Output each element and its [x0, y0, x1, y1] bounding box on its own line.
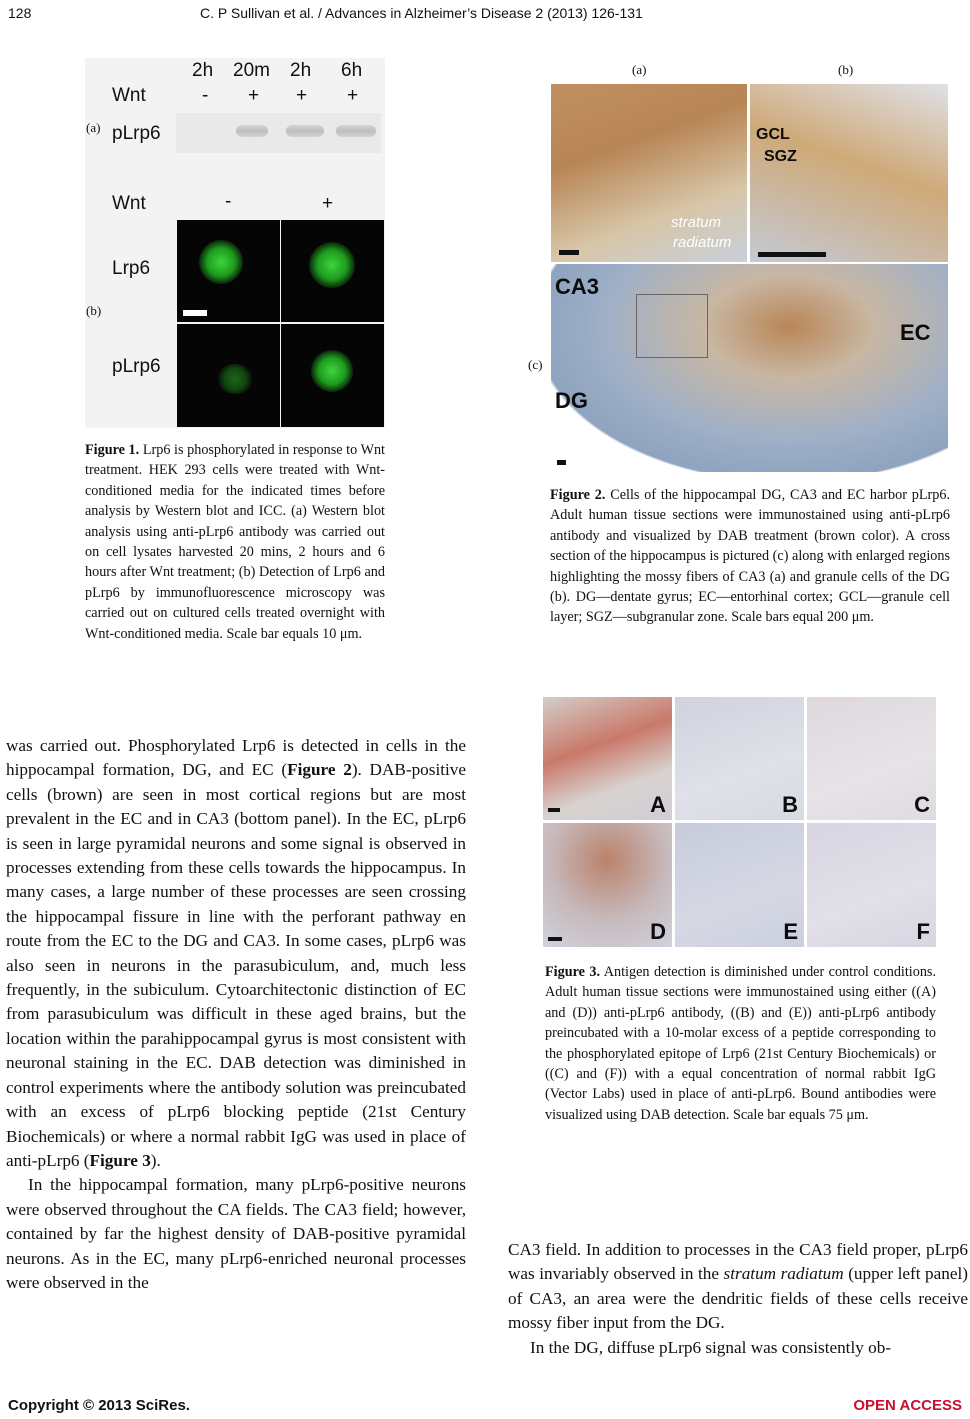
dg-label: DG: [555, 388, 588, 413]
open-access-link[interactable]: OPEN ACCESS: [853, 1397, 962, 1414]
panel-e: [675, 823, 804, 947]
panel-letter: A: [650, 792, 666, 817]
figure-2-caption: [550, 485, 950, 628]
panel-c: [807, 697, 936, 820]
time-label: 2h: [192, 60, 214, 81]
paragraph: [6, 734, 466, 1173]
micrograph-plrp6-minus: [177, 324, 280, 427]
time-label: 20m: [233, 60, 270, 81]
wnt-label-b: Wnt: [112, 193, 146, 214]
gcl-label: GCL: [756, 126, 790, 143]
scale-bar: [557, 460, 566, 465]
wnt-sign: +: [248, 85, 260, 106]
fluorescent-cell: [217, 364, 253, 394]
caption-label: Figure 1.: [85, 442, 140, 458]
copyright: Copyright © 2013 SciRes.: [8, 1397, 190, 1414]
micrograph-dg-granule-cells: [750, 84, 948, 262]
blot-band: [336, 125, 376, 137]
panel-letter: C: [914, 792, 930, 817]
left-column-text: [6, 734, 466, 1295]
plrp6-label: pLrp6: [112, 123, 161, 144]
micrograph-plrp6-plus: [281, 324, 384, 427]
inset-box: [636, 294, 708, 358]
panel-a: [543, 697, 672, 820]
ec-label: EC: [900, 320, 931, 345]
fluorescent-cell: [199, 240, 243, 284]
ca3-label: CA3: [555, 274, 600, 299]
scale-bar: [548, 808, 560, 812]
text-run: ).: [150, 1150, 161, 1170]
radiatum-label: radiatum: [673, 234, 732, 251]
panel-b: [675, 697, 804, 820]
micrograph-ca3-mossy-fibers: [551, 84, 747, 262]
micrograph-lrp6-minus: [177, 220, 280, 322]
time-label: 2h: [290, 60, 312, 81]
figure-1-image: [85, 58, 385, 428]
western-blot: [176, 113, 381, 153]
fluorescent-cell: [311, 350, 353, 392]
wnt-sign: +: [296, 85, 308, 106]
figure-3-caption: [545, 962, 936, 1125]
wnt-sign-b: +: [322, 193, 334, 214]
panel-tag-b: (b): [86, 303, 102, 318]
row-label-lrp6: Lrp6: [112, 258, 151, 279]
panel-tag-a: (a): [86, 120, 101, 135]
caption-label: Figure 2.: [550, 487, 606, 503]
page-number: 128: [8, 5, 32, 21]
caption-text: Antigen detection is diminished under control conditions. Adult human tissue sections were immunostained using either ((A) and (D)) anti-pLrp6 antibody, ((B) and (E)) anti-pLrp6 antibody preincubated with a 10-molar excess of a peptide corresponding to the phosphorylated epitope of Lrp6 (21st Century Biochemicals) or ((C) and (F)) with a equal concentration of normal rabbit IgG (Vector Labs) used in place of anti-pLrp6. Bound antibodies were visualized using DAB detection. Scale bar equals 75 μm.: [545, 964, 936, 1123]
italic-term: stratum radiatum: [723, 1264, 844, 1284]
paragraph: [508, 1238, 968, 1336]
blot-band: [286, 125, 324, 137]
wnt-sign: -: [202, 85, 209, 106]
caption-text: Cells of the hippocampal DG, CA3 and EC harbor pLrp6. Adult human tissue sections were immunostained using anti-pLrp6 antibody and visualized by DAB treatment (brown color). A cross section of the hippocampus is pictured (c) along with enlarged regions highlighting the mossy fibers of CA3 (a) and granule cells of the DG (b). DG—dentate gyrus; EC—entorhinal cortex; GCL—granule cell layer; SGZ—subgranular zone. Scale bars equal 200 μm.: [550, 487, 950, 626]
panel-letter: D: [650, 919, 666, 944]
wnt-sign: +: [347, 85, 359, 106]
text-run: CA3 field. In addition to processes in the CA3 field proper, pLrp6 was invariably observed in the: [508, 1240, 968, 1284]
caption-label: Figure 3.: [545, 964, 601, 980]
fig2-tag-b: (b): [838, 62, 854, 77]
figure-1-caption: [85, 440, 385, 644]
right-column-text: [508, 1238, 968, 1360]
time-label: 6h: [341, 60, 363, 81]
figure-reference[interactable]: Figure 2: [287, 760, 352, 780]
fluorescent-cell: [309, 242, 355, 288]
figure-3-image: [543, 697, 936, 947]
scale-bar: [559, 250, 579, 255]
paragraph: In the hippocampal formation, many pLrp6-positive neurons were observed throughout the CA fields. The CA3 field; however, contained by far the highest density of DAB-positive pyramidal neurons. As in the EC, many pLrp6-enriched neuronal processes were observed in the: [6, 1175, 466, 1292]
wnt-sign-b: -: [225, 191, 232, 212]
panel-d: [543, 823, 672, 947]
scale-bar: [548, 937, 562, 941]
scale-bar: [758, 252, 826, 257]
stratum-label: stratum: [671, 214, 722, 231]
panel-letter: F: [916, 919, 930, 944]
running-title: C. P Sullivan et al. / Advances in Alzheimer’s Disease 2 (2013) 126-131: [200, 5, 643, 21]
text-run: (upper left panel) of CA3, an area were the dendritic fields of these cells receive mossy fiber input from the DG.: [508, 1264, 968, 1333]
micrograph-hippocampus-cross-section: [551, 264, 948, 472]
blot-band: [236, 125, 268, 137]
figure-reference[interactable]: Figure 3: [89, 1150, 151, 1170]
panel-f: [807, 823, 936, 947]
paragraph: In the DG, diffuse pLrp6 signal was consistently ob-: [530, 1337, 892, 1357]
panel-letter: B: [782, 792, 798, 817]
scale-bar: [183, 310, 207, 316]
text-run: was carried out. Phosphorylated Lrp6 is detected in cells in the hippocampal formation, DG, and EC (: [6, 736, 466, 780]
sgz-label: SGZ: [764, 148, 797, 165]
text-run: ). DAB-positive cells (brown) are seen in most cortical regions but are most prevalent in the EC and in CA3 (bottom panel). In the EC, pLrp6 is seen in large pyramidal neurons and some signal is observed in processes extending from these cells towards the hippocampus. In many cases, a large number of these processes are seen crossing the hippocampal fissure in line with the perforant pathway en route from the EC to the DG and CA3. In some cases, pLrp6 was also seen in neurons in the parasubiculum, and, much less frequently, in the subiculum. Cytoarchitectonic distinction of EC from parasubiculum was difficult in these aged brains, but the location within the parahippocampal gyrus is most consistent with neuronal staining in the EC. DAB detection was diminished in control experiments where the antibody solution was preincubated with an excess of pLrp6 blocking peptide (21st Century Biochemicals) or where a normal rabbit IgG was used in place of anti-pLrp6 (: [6, 760, 466, 1170]
caption-text: Lrp6 is phosphorylated in response to Wnt treatment. HEK 293 cells were treated with Wnt-conditioned media for the indicated times before analysis by Western blot and ICC. (a) Western blot analysis using anti-pLrp6 antibody was carried out on cell lysates harvested 20 mins, 2 hours and 6 hours after Wnt treatment; (b) Detection of Lrp6 and pLrp6 by immunofluorescence microscopy was carried out on cultured cells treated overnight with Wnt-conditioned media. Scale bar equals 10 μm.: [85, 442, 385, 642]
fig2-tag-c: (c): [528, 357, 543, 372]
wnt-label: Wnt: [112, 85, 146, 106]
row-label-plrp6: pLrp6: [112, 356, 161, 377]
panel-letter: E: [783, 919, 798, 944]
micrograph-lrp6-plus: [281, 220, 384, 322]
fig2-tag-a: (a): [632, 62, 647, 77]
